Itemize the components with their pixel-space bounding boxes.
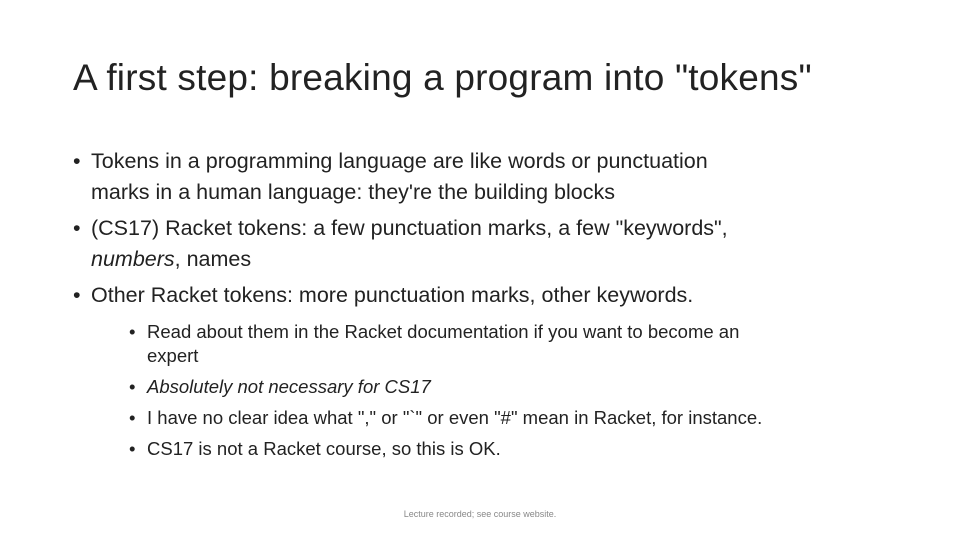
sub-bullet-text: CS17 is not a Racket course, so this is OK. <box>147 438 501 459</box>
sub-bullet-text: I have no clear idea what "," or "`" or even "#" mean in Racket, for instance. <box>147 407 763 428</box>
sub-bullet-text: Absolutely not necessary for CS17 <box>147 376 431 397</box>
slide-title: A first step: breaking a program into "tokens" <box>73 57 812 98</box>
bullet-dot-icon: • <box>73 216 81 240</box>
bullet-dot-icon: • <box>129 321 136 342</box>
sub-bullet-item <box>129 320 929 368</box>
bullet-dot-icon: • <box>73 283 81 307</box>
bullet-dot-icon: • <box>129 438 136 459</box>
sub-bullet-text: Read about them in the Racket documentation if you want to become an <box>147 321 740 342</box>
bullet-text: Tokens in a programming language are like words or punctuation <box>91 149 708 173</box>
bullet-list <box>73 146 873 468</box>
sub-bullet-item <box>129 437 929 461</box>
bullet-item <box>73 213 873 275</box>
sub-bullet-item <box>129 406 929 430</box>
sub-bullet-item <box>129 375 929 399</box>
bullet-item <box>73 146 873 208</box>
bullet-dot-icon: • <box>129 407 136 428</box>
sub-bullet-list <box>91 320 929 461</box>
emphasis-numbers: numbers <box>91 247 175 271</box>
footer-note: Lecture recorded; see course website. <box>403 509 557 519</box>
bullet-text: (CS17) Racket tokens: a few punctuation marks, a few "keywords", <box>91 216 728 240</box>
bullet-text-continued <box>91 244 873 275</box>
bullet-text-continued: marks in a human language: they're the building blocks <box>91 180 615 204</box>
sub-bullet-text-continued: expert <box>147 345 199 366</box>
bullet-text-rest: , names <box>174 247 252 271</box>
bullet-text: Other Racket tokens: more punctuation marks, other keywords. <box>91 283 694 307</box>
bullet-dot-icon: • <box>73 149 81 173</box>
bullet-dot-icon: • <box>129 376 136 397</box>
bullet-item <box>73 280 873 461</box>
